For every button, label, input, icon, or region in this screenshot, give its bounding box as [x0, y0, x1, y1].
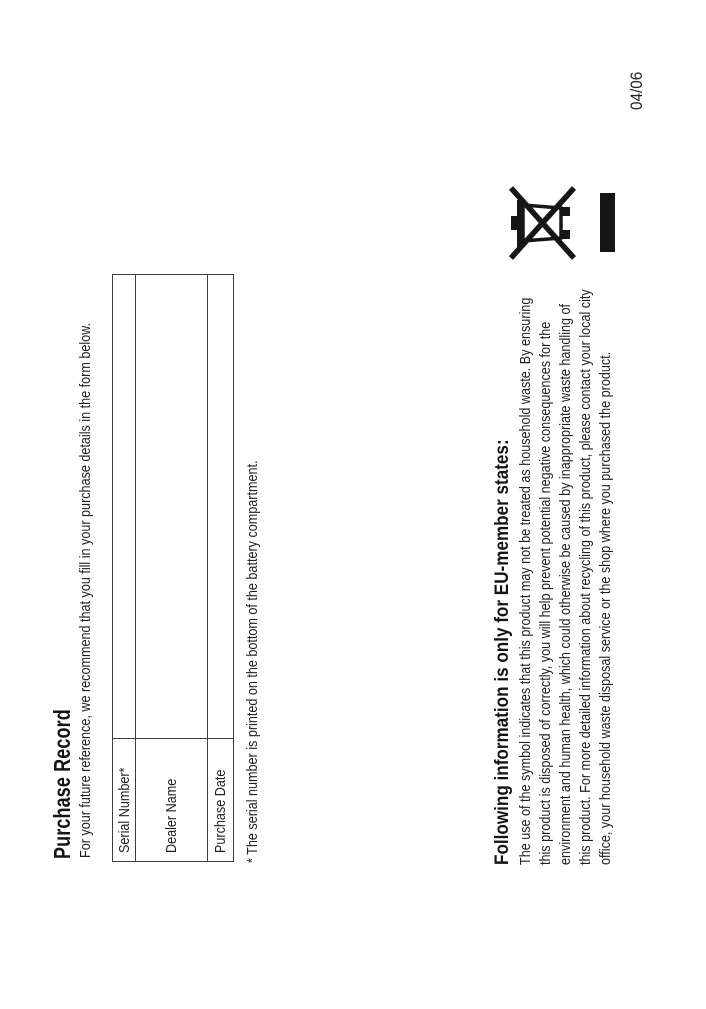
eu-notice-line: The use of the symbol indicates that this product may not be treated as household waste. By ensuring [517, 297, 534, 865]
eu-notice-line: this product is disposed of correctly, you will help prevent potential negative consequences for the [537, 321, 554, 865]
intro-text: For your future reference, we recommend that you fill in your purchase details in the form below. [77, 322, 94, 858]
table-row [136, 275, 208, 862]
table-value-cell [136, 275, 208, 739]
table-row [113, 275, 136, 862]
row-label: Dealer Name [136, 739, 208, 862]
eu-notice-heading: Following information is only for EU-member states: [492, 439, 513, 865]
eu-notice-line: this product. For more detailed information about recycling of this product, please contact your local city [577, 289, 594, 865]
row-label: Purchase Date [208, 739, 234, 862]
table-value-cell [208, 275, 234, 739]
eu-notice-line: office, your household waste disposal service or the shop where you purchased the product. [597, 351, 614, 865]
row-label: Serial Number* [113, 739, 136, 862]
eu-notice-line: environment and human health, which could otherwise be caused by inappropriate waste handling of [557, 303, 574, 865]
purchase-record-table [112, 274, 234, 862]
table-value-cell [113, 275, 136, 739]
weee-icon-graphic [508, 185, 620, 261]
weee-crossed-out-wheeled-bin-icon [508, 185, 620, 261]
edition-code: 04/06 [627, 71, 646, 110]
page-title-text: Purchase Record [49, 709, 75, 859]
serial-footnote: * The serial number is printed on the bottom of the battery compartment. [244, 460, 261, 863]
table-row [208, 275, 234, 862]
eu-notice-paragraph [516, 180, 616, 865]
page-title [49, 667, 76, 859]
weee-black-bar [600, 193, 615, 252]
